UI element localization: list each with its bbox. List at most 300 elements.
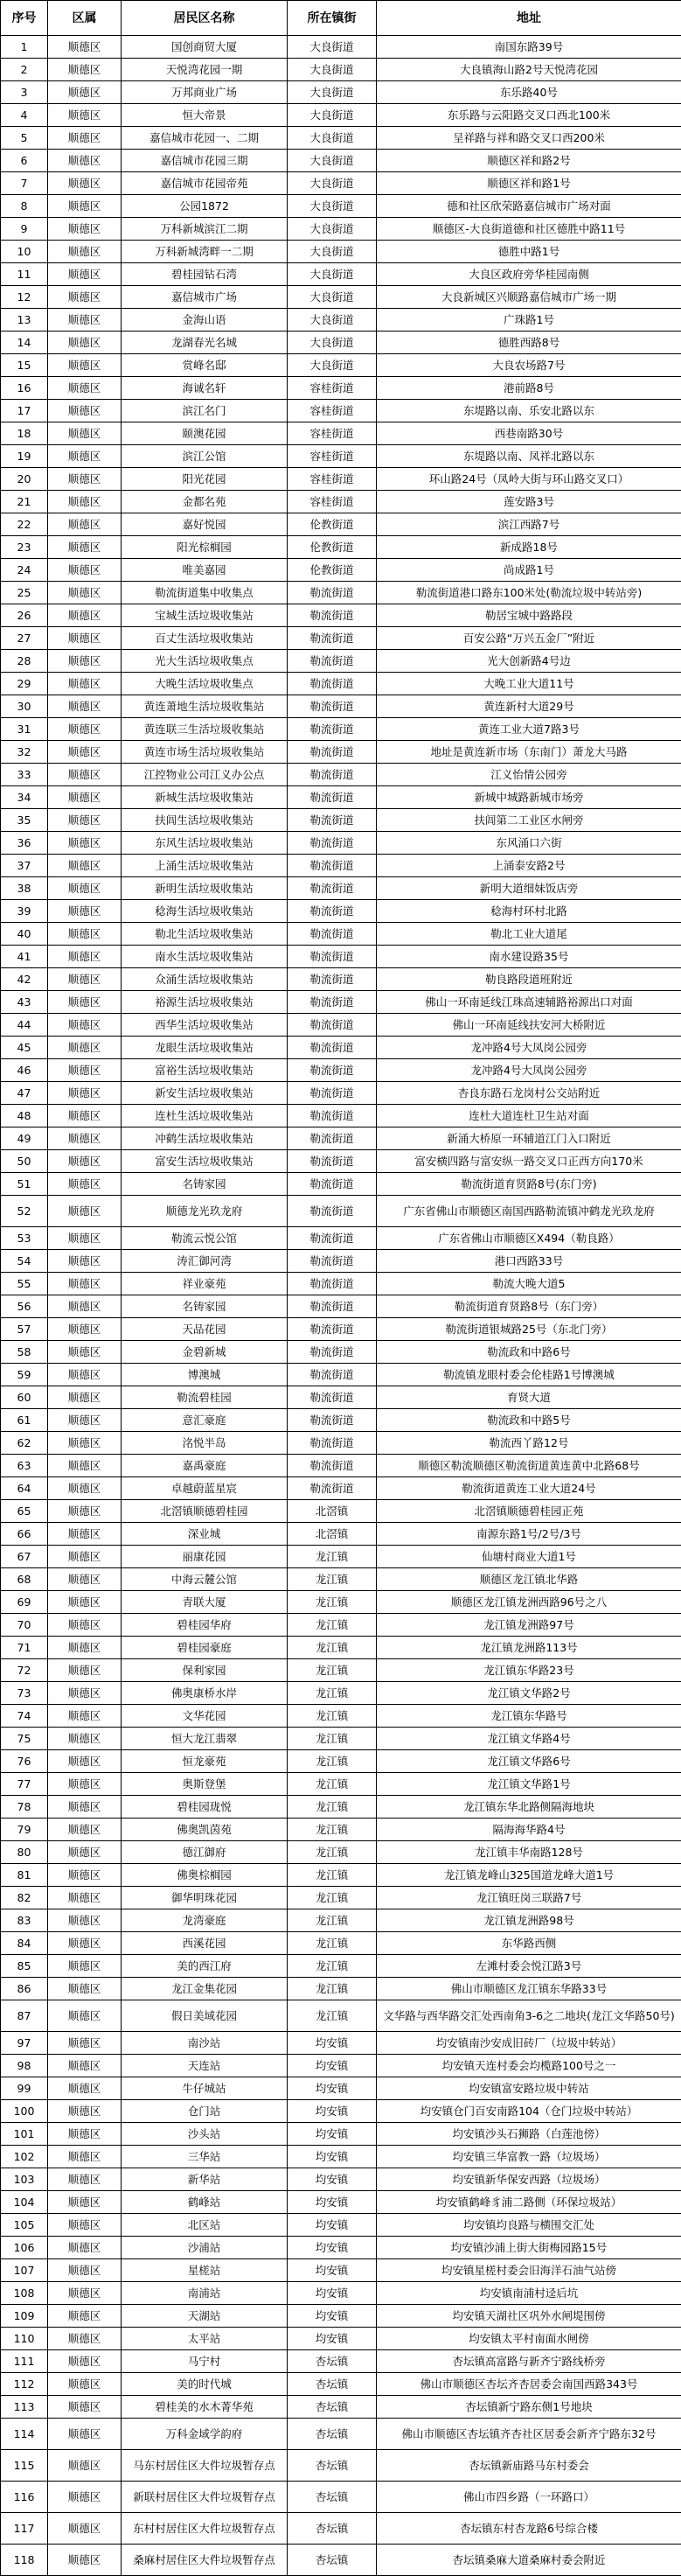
cell-area-name: 龙湾豪庭	[122, 1909, 288, 1932]
cell-index: 106	[1, 2237, 48, 2259]
cell-address: 均安镇新华保安西路（垃圾场）	[377, 2168, 681, 2191]
cell-index: 13	[1, 309, 48, 332]
table-row	[1, 809, 681, 832]
cell-town: 勒流街道	[288, 1295, 377, 1318]
cell-address: 勒居宝城中路路段	[377, 604, 681, 627]
cell-address: 龙冲路4号大凤岗公园旁	[377, 1037, 681, 1059]
cell-area-name: 恒龙豪苑	[122, 1750, 288, 1773]
cell-district: 顺德区	[48, 1014, 122, 1037]
cell-town: 均安镇	[288, 2146, 377, 2168]
cell-area-name: 顺德龙光玖龙府	[122, 1196, 288, 1227]
cell-index: 55	[1, 1273, 48, 1295]
cell-district: 顺德区	[48, 2282, 122, 2305]
table-row	[1, 1614, 681, 1637]
cell-town: 龙江镇	[288, 1682, 377, 1705]
cell-district: 顺德区	[48, 832, 122, 855]
table-row	[1, 150, 681, 172]
cell-district: 顺德区	[48, 1059, 122, 1082]
cell-town: 杏坛镇	[288, 2482, 377, 2513]
cell-town: 勒流街道	[288, 1364, 377, 1386]
cell-town: 北滘镇	[288, 1500, 377, 1523]
cell-index: 113	[1, 2396, 48, 2419]
cell-town: 勒流街道	[288, 604, 377, 627]
cell-area-name: 扶闾生活垃圾收集站	[122, 809, 288, 832]
cell-address: 龙江镇东华北路侧隔海地块	[377, 1796, 681, 1819]
cell-town: 勒流街道	[288, 673, 377, 695]
cell-town: 勒流街道	[288, 1082, 377, 1105]
cell-index: 14	[1, 332, 48, 354]
table-row	[1, 2146, 681, 2168]
cell-address: 环山路24号（凤岭大街与环山路交叉口）	[377, 468, 681, 491]
cell-district: 顺德区	[48, 1546, 122, 1568]
cell-index: 74	[1, 1705, 48, 1728]
cell-town: 均安镇	[288, 2214, 377, 2237]
cell-area-name: 天悦湾花园一期	[122, 59, 288, 81]
table-row	[1, 445, 681, 468]
cell-index: 116	[1, 2482, 48, 2513]
cell-address: 江义怡情公园旁	[377, 764, 681, 786]
cell-address: 大良区政府旁华桂园南侧	[377, 263, 681, 286]
cell-area-name: 青联大厦	[122, 1591, 288, 1614]
cell-area-name: 黄连市场生活垃圾收集站	[122, 741, 288, 764]
cell-town: 勒流街道	[288, 786, 377, 809]
cell-town: 均安镇	[288, 2305, 377, 2328]
cell-area-name: 东风生活垃圾收集站	[122, 832, 288, 855]
cell-district: 顺德区	[48, 1250, 122, 1273]
cell-area-name: 天品花园	[122, 1318, 288, 1341]
cell-address: 东堤路以南、凤祥北路以东	[377, 445, 681, 468]
cell-town: 杏坛镇	[288, 2396, 377, 2419]
cell-district: 顺德区	[48, 127, 122, 150]
cell-district: 顺德区	[48, 1455, 122, 1477]
table-row	[1, 1295, 681, 1318]
cell-area-name: 牛仔城站	[122, 2077, 288, 2100]
cell-index: 23	[1, 536, 48, 559]
cell-district: 顺德区	[48, 2032, 122, 2055]
cell-index: 48	[1, 1105, 48, 1127]
cell-town: 容桂街道	[288, 422, 377, 445]
cell-town: 勒流街道	[288, 1014, 377, 1037]
cell-address: 龙江镇东华路号	[377, 1705, 681, 1728]
table-row	[1, 1127, 681, 1150]
cell-index: 115	[1, 2450, 48, 2482]
cell-index: 47	[1, 1082, 48, 1105]
cell-area-name: 美的西江府	[122, 1955, 288, 1978]
cell-area-name: 丽康花园	[122, 1546, 288, 1568]
cell-index: 118	[1, 2545, 48, 2576]
table-row	[1, 1477, 681, 1500]
cell-address: 新明大道细妹饭店旁	[377, 877, 681, 900]
cell-town: 勒流街道	[288, 1037, 377, 1059]
cell-district: 顺德区	[48, 2123, 122, 2146]
cell-address: 黄连工业大道7路3号	[377, 718, 681, 741]
cell-area-name: 西华生活垃圾收集站	[122, 1014, 288, 1037]
table-row	[1, 2305, 681, 2328]
cell-town: 龙江镇	[288, 1932, 377, 1955]
table-row	[1, 2100, 681, 2123]
cell-index: 80	[1, 1841, 48, 1864]
cell-district: 顺德区	[48, 673, 122, 695]
cell-area-name: 嘉禹豪庭	[122, 1455, 288, 1477]
cell-area-name: 国创商贸大厦	[122, 36, 288, 59]
table-row	[1, 59, 681, 81]
cell-town: 龙江镇	[288, 1637, 377, 1659]
cell-district: 顺德区	[48, 536, 122, 559]
cell-index: 24	[1, 559, 48, 582]
table-row	[1, 218, 681, 241]
cell-address: 稔海村环村北路	[377, 900, 681, 923]
table-row	[1, 1082, 681, 1105]
cell-town: 龙江镇	[288, 1728, 377, 1750]
table-row	[1, 946, 681, 968]
cell-district: 顺德区	[48, 1196, 122, 1227]
cell-area-name: 天湖站	[122, 2305, 288, 2328]
cell-town: 大良街道	[288, 309, 377, 332]
cell-address: 广东省佛山市顺德区南国西路勒流镇冲鹤龙光玖龙府	[377, 1196, 681, 1227]
cell-town: 均安镇	[288, 2077, 377, 2100]
table-row	[1, 1432, 681, 1455]
cell-area-name: 太平站	[122, 2328, 288, 2350]
cell-address: 龙江镇龙洲路98号	[377, 1909, 681, 1932]
cell-index: 10	[1, 241, 48, 263]
table-body	[1, 36, 681, 2576]
cell-district: 顺德区	[48, 991, 122, 1014]
cell-area-name: 滨江公馆	[122, 445, 288, 468]
table-row	[1, 1409, 681, 1432]
cell-index: 36	[1, 832, 48, 855]
table-row	[1, 491, 681, 513]
cell-index: 114	[1, 2419, 48, 2450]
table-row	[1, 1341, 681, 1364]
cell-town: 勒流街道	[288, 809, 377, 832]
cell-town: 杏坛镇	[288, 2545, 377, 2576]
cell-index: 50	[1, 1150, 48, 1173]
cell-area-name: 名铸家园	[122, 1173, 288, 1196]
cell-district: 顺德区	[48, 263, 122, 286]
cell-town: 勒流街道	[288, 946, 377, 968]
table-row	[1, 1318, 681, 1341]
table-row	[1, 1682, 681, 1705]
cell-area-name: 星槎站	[122, 2259, 288, 2282]
cell-area-name: 天连站	[122, 2055, 288, 2077]
cell-address: 新涌大桥原一环辅道江门入口附近	[377, 1127, 681, 1150]
table-row	[1, 536, 681, 559]
cell-area-name: 冲鹤生活垃圾收集站	[122, 1127, 288, 1150]
cell-area-name: 南浦站	[122, 2282, 288, 2305]
cell-town: 容桂街道	[288, 491, 377, 513]
cell-address: 佛山市顺德区杏坛齐杏居委会南国西路343号	[377, 2373, 681, 2396]
cell-address: 大晚工业大道11号	[377, 673, 681, 695]
cell-town: 勒流街道	[288, 582, 377, 604]
cell-area-name: 赏峰名邸	[122, 354, 288, 377]
cell-district: 顺德区	[48, 1150, 122, 1173]
cell-town: 容桂街道	[288, 377, 377, 400]
table-row	[1, 1037, 681, 1059]
cell-index: 73	[1, 1682, 48, 1705]
cell-area-name: 万科新城滨江二期	[122, 218, 288, 241]
cell-index: 100	[1, 2100, 48, 2123]
cell-area-name: 桑麻村居住区大件垃圾暂存点	[122, 2545, 288, 2576]
cell-area-name: 龙湖春光名城	[122, 332, 288, 354]
cell-district: 顺德区	[48, 2214, 122, 2237]
cell-district: 顺德区	[48, 1127, 122, 1150]
cell-address: 龙江镇旺岗三联路7号	[377, 1887, 681, 1909]
cell-index: 12	[1, 286, 48, 309]
cell-area-name: 万科金域学韵府	[122, 2419, 288, 2450]
cell-district: 顺德区	[48, 2259, 122, 2282]
cell-district: 顺德区	[48, 1932, 122, 1955]
cell-town: 龙江镇	[288, 1568, 377, 1591]
cell-town: 龙江镇	[288, 1614, 377, 1637]
cell-area-name: 御华明珠花园	[122, 1887, 288, 1909]
cell-area-name: 名铸家园	[122, 1295, 288, 1318]
table-row	[1, 1273, 681, 1295]
table-row	[1, 1455, 681, 1477]
cell-district: 顺德区	[48, 332, 122, 354]
cell-town: 均安镇	[288, 2100, 377, 2123]
cell-index: 21	[1, 491, 48, 513]
cell-town: 均安镇	[288, 2168, 377, 2191]
cell-district: 顺德区	[48, 786, 122, 809]
cell-index: 43	[1, 991, 48, 1014]
table-row	[1, 1523, 681, 1546]
cell-address: 大良镇海山路2号天悦湾花园	[377, 59, 681, 81]
cell-index: 44	[1, 1014, 48, 1037]
cell-index: 41	[1, 946, 48, 968]
table-row	[1, 1773, 681, 1796]
cell-address: 尚成路1号	[377, 559, 681, 582]
cell-address: 百安公路“万兴五金厂”附近	[377, 627, 681, 650]
cell-town: 勒流街道	[288, 991, 377, 1014]
table-row	[1, 1227, 681, 1250]
cell-address: 勒流镇龙眼村委会伦桂路1号博澳城	[377, 1364, 681, 1386]
cell-district: 顺德区	[48, 627, 122, 650]
cell-index: 69	[1, 1591, 48, 1614]
cell-area-name: 涛汇御河湾	[122, 1250, 288, 1273]
cell-index: 19	[1, 445, 48, 468]
cell-address: 均安镇天湖社区巩外水闸堤围傍	[377, 2305, 681, 2328]
table-row	[1, 513, 681, 536]
table-row	[1, 2396, 681, 2419]
cell-address: 龙江镇文华路2号	[377, 1682, 681, 1705]
table-row	[1, 309, 681, 332]
cell-town: 杏坛镇	[288, 2513, 377, 2545]
cell-district: 顺德区	[48, 2237, 122, 2259]
cell-address: 黄连新村大道29号	[377, 695, 681, 718]
cell-district: 顺德区	[48, 1682, 122, 1705]
cell-address: 广东省佛山市顺德区X494（勒良路）	[377, 1227, 681, 1250]
cell-index: 53	[1, 1227, 48, 1250]
cell-area-name: 勒流碧桂园	[122, 1386, 288, 1409]
cell-index: 84	[1, 1932, 48, 1955]
cell-area-name: 黄连联三生活垃圾收集站	[122, 718, 288, 741]
cell-town: 龙江镇	[288, 1796, 377, 1819]
cell-index: 108	[1, 2282, 48, 2305]
cell-area-name: 新明生活垃圾收集站	[122, 877, 288, 900]
cell-index: 70	[1, 1614, 48, 1637]
cell-district: 顺德区	[48, 218, 122, 241]
cell-area-name: 祥业豪苑	[122, 1273, 288, 1295]
cell-area-name: 文华花园	[122, 1705, 288, 1728]
cell-town: 勒流街道	[288, 1273, 377, 1295]
cell-address: 龙江镇东华路23号	[377, 1659, 681, 1682]
cell-address: 隔海海华路4号	[377, 1819, 681, 1841]
cell-town: 大良街道	[288, 286, 377, 309]
cell-address: 港前路8号	[377, 377, 681, 400]
cell-index: 109	[1, 2305, 48, 2328]
cell-area-name: 滨江名门	[122, 400, 288, 422]
cell-district: 顺德区	[48, 2450, 122, 2482]
table-row	[1, 1864, 681, 1887]
cell-index: 18	[1, 422, 48, 445]
cell-index: 33	[1, 764, 48, 786]
cell-address: 勒良路段道班附近	[377, 968, 681, 991]
cell-district: 顺德区	[48, 1295, 122, 1318]
table-row	[1, 1932, 681, 1955]
table-row	[1, 354, 681, 377]
cell-address: 杏坛镇桑麻大道桑麻村委会附近	[377, 2545, 681, 2576]
header-area-name: 居民区名称	[122, 1, 288, 36]
table-row	[1, 377, 681, 400]
cell-index: 28	[1, 650, 48, 673]
table-row	[1, 1591, 681, 1614]
cell-district: 顺德区	[48, 309, 122, 332]
table-row	[1, 559, 681, 582]
cell-index: 57	[1, 1318, 48, 1341]
cell-index: 76	[1, 1750, 48, 1773]
cell-index: 58	[1, 1341, 48, 1364]
cell-area-name: 连杜生活垃圾收集站	[122, 1105, 288, 1127]
cell-area-name: 万科新城湾畔一二期	[122, 241, 288, 263]
cell-district: 顺德区	[48, 1637, 122, 1659]
cell-address: 杏坛镇东村杏龙路6号综合楼	[377, 2513, 681, 2545]
cell-area-name: 南水生活垃圾收集站	[122, 946, 288, 968]
cell-index: 71	[1, 1637, 48, 1659]
cell-town: 勒流街道	[288, 1196, 377, 1227]
cell-district: 顺德区	[48, 150, 122, 172]
table-row	[1, 650, 681, 673]
cell-district: 顺德区	[48, 400, 122, 422]
header-index: 序号	[1, 1, 48, 36]
table-row	[1, 855, 681, 877]
table-row	[1, 582, 681, 604]
cell-town: 勒流街道	[288, 1432, 377, 1455]
table-row	[1, 2123, 681, 2146]
table-row	[1, 968, 681, 991]
cell-index: 29	[1, 673, 48, 695]
table-row	[1, 2214, 681, 2237]
cell-index: 49	[1, 1127, 48, 1150]
cell-district: 顺德区	[48, 1955, 122, 1978]
cell-address: 杏良东路石龙岗村公交站附近	[377, 1082, 681, 1105]
cell-index: 38	[1, 877, 48, 900]
cell-index: 16	[1, 377, 48, 400]
cell-district: 顺德区	[48, 1105, 122, 1127]
cell-area-name: 勒流街道集中收集点	[122, 582, 288, 604]
cell-address: 东乐路40号	[377, 81, 681, 104]
table-row	[1, 1819, 681, 1841]
cell-area-name: 百丈生活垃圾收集站	[122, 627, 288, 650]
cell-area-name: 恒大龙江翡翠	[122, 1728, 288, 1750]
cell-town: 勒流街道	[288, 1227, 377, 1250]
header-town: 所在镇街	[288, 1, 377, 36]
table-row	[1, 2000, 681, 2032]
cell-address: 龙江镇文华路4号	[377, 1728, 681, 1750]
cell-address: 东乐路与云阳路交叉口西北100米	[377, 104, 681, 127]
cell-area-name: 沙头站	[122, 2123, 288, 2146]
cell-area-name: 洺悦半岛	[122, 1432, 288, 1455]
cell-address: 顺德区祥和路2号	[377, 150, 681, 172]
cell-address: 佛山市顺德区龙江镇东华路33号	[377, 1978, 681, 2000]
cell-index: 77	[1, 1773, 48, 1796]
cell-area-name: 德江御府	[122, 1841, 288, 1864]
cell-district: 顺德区	[48, 1341, 122, 1364]
cell-area-name: 嘉信城市广场	[122, 286, 288, 309]
table-row	[1, 695, 681, 718]
cell-index: 15	[1, 354, 48, 377]
cell-area-name: 佛奥棕榈园	[122, 1864, 288, 1887]
cell-address: 均安镇太平村南面水闸傍	[377, 2328, 681, 2350]
cell-address: 南水建设路35号	[377, 946, 681, 968]
cell-area-name: 众涌生活垃圾收集站	[122, 968, 288, 991]
cell-town: 大良街道	[288, 241, 377, 263]
table-row	[1, 1568, 681, 1591]
cell-district: 顺德区	[48, 1364, 122, 1386]
cell-district: 顺德区	[48, 741, 122, 764]
table-row	[1, 1364, 681, 1386]
cell-district: 顺德区	[48, 1318, 122, 1341]
table-row	[1, 764, 681, 786]
cell-town: 大良街道	[288, 36, 377, 59]
cell-district: 顺德区	[48, 1591, 122, 1614]
cell-index: 56	[1, 1295, 48, 1318]
cell-district: 顺德区	[48, 604, 122, 627]
cell-town: 杏坛镇	[288, 2450, 377, 2482]
cell-area-name: 光大生活垃圾收集点	[122, 650, 288, 673]
table-row	[1, 2513, 681, 2545]
cell-district: 顺德区	[48, 946, 122, 968]
cell-town: 勒流街道	[288, 900, 377, 923]
table-row	[1, 673, 681, 695]
cell-index: 64	[1, 1477, 48, 1500]
cell-district: 顺德区	[48, 1386, 122, 1409]
table-row	[1, 718, 681, 741]
cell-town: 大良街道	[288, 81, 377, 104]
cell-district: 顺德区	[48, 718, 122, 741]
cell-district: 顺德区	[48, 377, 122, 400]
cell-index: 46	[1, 1059, 48, 1082]
table-row	[1, 2419, 681, 2450]
cell-town: 容桂街道	[288, 445, 377, 468]
cell-address: 扶闾第二工业区水闸旁	[377, 809, 681, 832]
cell-district: 顺德区	[48, 2328, 122, 2350]
cell-district: 顺德区	[48, 582, 122, 604]
cell-area-name: 新安生活垃圾收集站	[122, 1082, 288, 1105]
cell-town: 北滘镇	[288, 1523, 377, 1546]
table-row	[1, 1659, 681, 1682]
table-row	[1, 332, 681, 354]
cell-index: 104	[1, 2191, 48, 2214]
cell-area-name: 金碧新城	[122, 1341, 288, 1364]
table-row	[1, 1705, 681, 1728]
cell-district: 顺德区	[48, 1082, 122, 1105]
cell-area-name: 佛奥康桥水岸	[122, 1682, 288, 1705]
cell-index: 11	[1, 263, 48, 286]
cell-town: 勒流街道	[288, 1455, 377, 1477]
cell-district: 顺德区	[48, 1796, 122, 1819]
cell-area-name: 奥斯登堡	[122, 1773, 288, 1796]
cell-area-name: 海诚名轩	[122, 377, 288, 400]
